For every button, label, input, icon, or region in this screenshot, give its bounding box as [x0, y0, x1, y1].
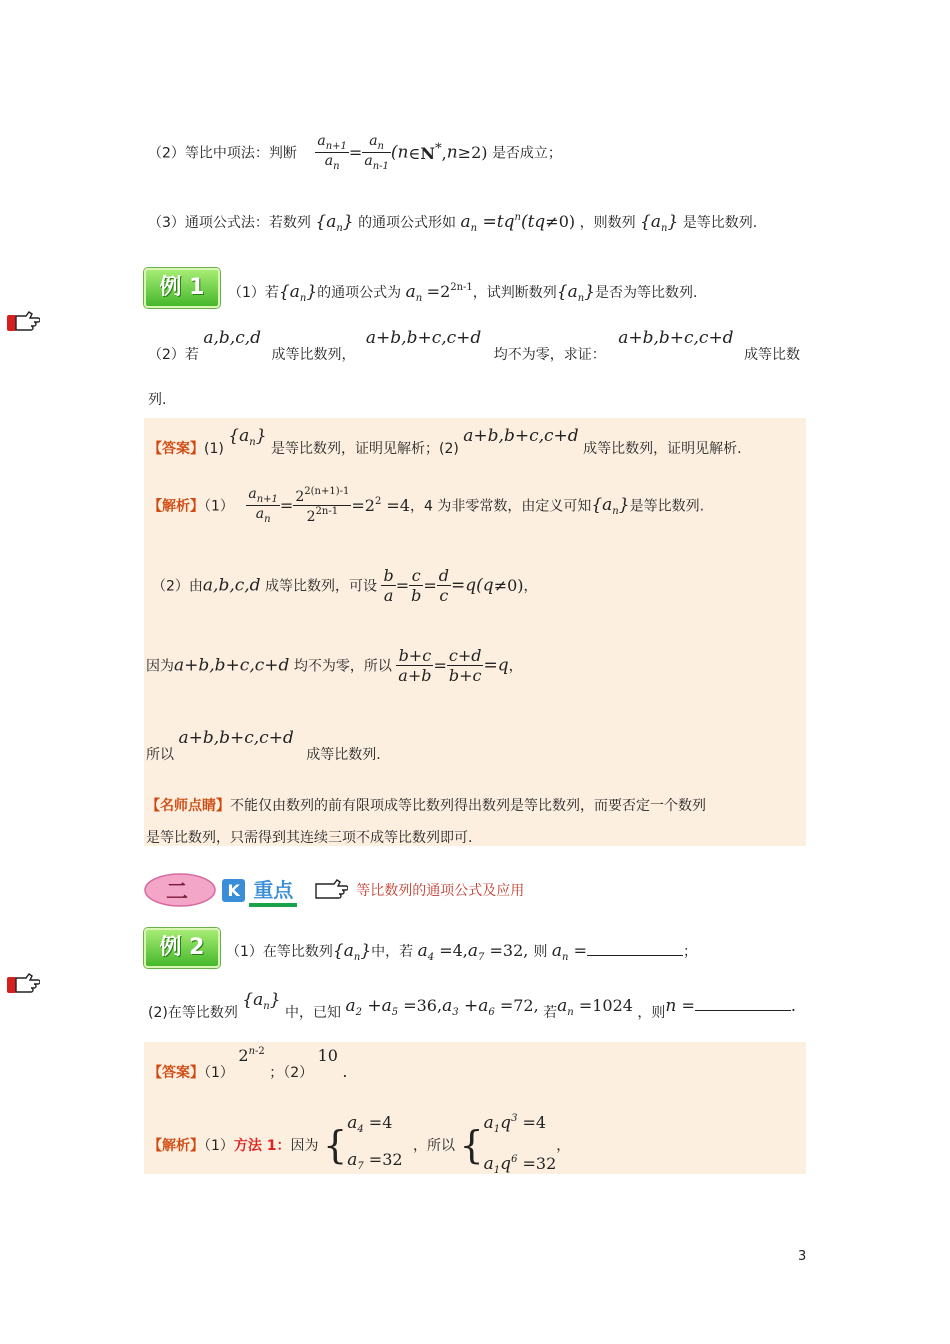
ans1-jx4-b: 成等比数列.	[306, 747, 381, 763]
method2-line: （2）等比中项法：判断 $\frac{a_{n+1}}{a_n}$ = $\frac{a_n}{a_{n-1}}$ (n∈N*,n≥2) 是否成立；	[148, 133, 562, 172]
analysis-1-part4: 所以 a+b,b+c,c+d 成等比数列.	[146, 728, 381, 763]
ex2-q1-d: ；	[682, 944, 697, 960]
answer-blank-2[interactable]	[695, 996, 791, 1011]
ans2-jx-a: （1）	[204, 1138, 234, 1154]
ex1-q2-mid2: 均不为零，求证：	[493, 347, 606, 363]
answer-1-line: 【答案】(1) $\{a_n\}$ 是等比数列，证明见解析；(2) a+b,b+c,c+d 成等比数列，证明见解析.	[148, 426, 742, 457]
ex2-q2-d: ，则	[637, 1005, 666, 1021]
example-2-badge: 例 2	[144, 928, 220, 968]
ex2-q2-b: 中，已知	[284, 1005, 341, 1021]
ans1-jx2-a: （2）由	[152, 578, 203, 595]
answer-2-tag: 【答案】	[148, 1065, 204, 1081]
example-2-q1: （1）在等比数列$\{a_n\}$中，若 $a_4 =4,a_7 =32$, 则 $a_n$ = ；	[226, 941, 697, 963]
ans1-p1: (1)	[204, 441, 224, 457]
analysis-tag: 【解析】	[148, 498, 204, 515]
tip-line-1: 不能仅由数列的前有限项成等比数列得出数列是等比数列，而要否定一个数列	[230, 798, 706, 814]
analysis-1-line: 【解析】（1） $\frac{a_{n+1}}{a_n}$ = $\frac{2^{2(n+1)-1}}{2^{2n-1}}$ $=2^2 =4$，4 为非零常数，由定义可知$\{a_n\}$是等比数列.	[148, 486, 705, 525]
ans2-p1: （1）	[204, 1065, 234, 1081]
ex1-q1-tail: 是否为等比数列.	[595, 285, 698, 301]
answer-blank-1[interactable]	[587, 941, 683, 956]
answer-panel-1	[144, 418, 806, 846]
tip-tag: 【名师点睛】	[146, 798, 230, 814]
pointing-hand-icon	[314, 878, 348, 902]
method-1-label: 方法 1：	[233, 1138, 291, 1154]
section-topic: 等比数列的通项公式及应用	[356, 883, 525, 899]
ans1-jx1: （1）	[204, 498, 234, 515]
tip-line-2: 是等比数列，只需得到其连续三项不成等比数列即可.	[146, 830, 473, 846]
ans1-jx3-b: 均不为零，所以	[293, 658, 392, 675]
method2-tail: 是否成立；	[491, 145, 562, 162]
section-title: 重点	[249, 874, 297, 907]
page-number: 3	[798, 1249, 807, 1264]
method3-label: （3）通项公式法：若数列	[148, 215, 311, 231]
teacher-tip	[146, 790, 706, 854]
ans2-value-2: 10	[317, 1046, 338, 1065]
ex1-q1-mid: 的通项公式为	[317, 285, 402, 301]
example-1-badge: 例 1	[144, 268, 220, 308]
ans1-t1: 是等比数列，证明见解析；(2)	[270, 441, 459, 457]
answer-tag: 【答案】	[148, 441, 204, 457]
example-2-q2: (2)在等比数列 $\{a_n\}$ 中，已知 $a_2 +a_5 =36,a_3 +a_6 =72$, 若$a_n =1024$ ，则n = .	[148, 990, 796, 1021]
analysis-1-part2: （2）由a,b,c,d 成等比数列，可设 $\frac{b}{a}$ = $\frac{c}{b}$ = $\frac{d}{c}$ =q(q≠0)，	[152, 566, 538, 605]
answer-2-line: 【答案】（1） 2$^{n-2}$ ；（2） 10 .	[148, 1046, 348, 1081]
ex1-q2-mid: 成等比数列，	[271, 347, 356, 363]
pointing-hand-icon	[6, 972, 40, 996]
example-1-q2: （2）若 a,b,c,d 成等比数列， a+b,b+c,c+d 均不为零，求证： a+b,b+c,c+d 成等比数	[148, 328, 801, 363]
ans2-jx-d: ，	[556, 1138, 571, 1154]
method3-mid2: ，则数列	[579, 215, 636, 231]
ans1-jx2-b: 成等比数列，可设	[265, 578, 378, 595]
ex1-q2-tail: 成等比数	[744, 347, 801, 363]
ans1-jx3-a: 因为	[146, 658, 174, 675]
ans1-jx4-a: 所以	[146, 747, 174, 763]
ex2-q2-c: 若	[543, 1005, 558, 1021]
ans1-jx3-c: ，	[508, 658, 523, 675]
method3-tail: 是等比数列.	[682, 215, 758, 231]
analysis-2-line: 【解析】（1）方法 1：因为 {$a_4 =4$ $a_7 =32$ ，所以 {$a_1q^3 =4$ $a_1q^6 =32$，	[148, 1113, 571, 1176]
ex2-q1-a: （1）在等比数列	[226, 944, 333, 960]
section-2-header	[144, 872, 524, 908]
ans1-jx1-tail2: 是等比数列.	[629, 498, 705, 515]
ans1-jx2-c: ，	[523, 578, 538, 595]
ex2-q2-a: (2)在等比数列	[148, 1005, 238, 1021]
ans1-jx1-tail: ，4 为非零常数，由定义可知	[409, 498, 592, 515]
ratio-formula: $\frac{a_{n+1}}{a_n}$	[317, 133, 347, 172]
ans2-jx-c: ，所以	[413, 1138, 456, 1154]
analysis-1-part3: 因为a+b,b+c,c+d 均不为零，所以 $\frac{b+c}{a+b}$ = $\frac{c+d}{b+c}$ =q，	[146, 646, 523, 685]
ex1-q1-mid2: ，试判断数列	[472, 285, 557, 301]
method3-mid: 的通项公式形如	[358, 215, 457, 231]
ex2-q1-c: 则	[533, 944, 548, 960]
ans2-sep: ；（2）	[269, 1065, 314, 1081]
ans2-end: .	[342, 1062, 348, 1081]
ans1-t2: 成等比数列，证明见解析.	[583, 441, 742, 457]
section-k-badge: K	[222, 879, 244, 902]
ex1-q2-prefix: （2）若	[148, 347, 199, 363]
section-number: 二	[166, 880, 189, 905]
pointing-hand-icon	[6, 310, 40, 334]
ex2-q1-b: 中，若	[371, 944, 414, 960]
example-1-q1: （1）若$\{a_n\}$的通项公式为 $a_n =2^{2n-1}$，试判断数列$\{a_n\}$是否为等比数列.	[228, 282, 698, 304]
ex1-q2-wrap: 列.	[148, 392, 167, 408]
method2-label: （2）等比中项法：判断	[148, 145, 297, 162]
method3-line: （3）通项公式法：若数列 $\{a_n\}$ 的通项公式形如 $a_n =tq^n(tq\ne 0)$ ，则数列 $\{a_n\}$ 是等比数列.	[148, 212, 758, 234]
analysis-2-tag: 【解析】	[148, 1138, 204, 1154]
ans2-jx-b: 因为	[290, 1138, 319, 1154]
ex1-q1-prefix: （1）若	[228, 285, 279, 301]
